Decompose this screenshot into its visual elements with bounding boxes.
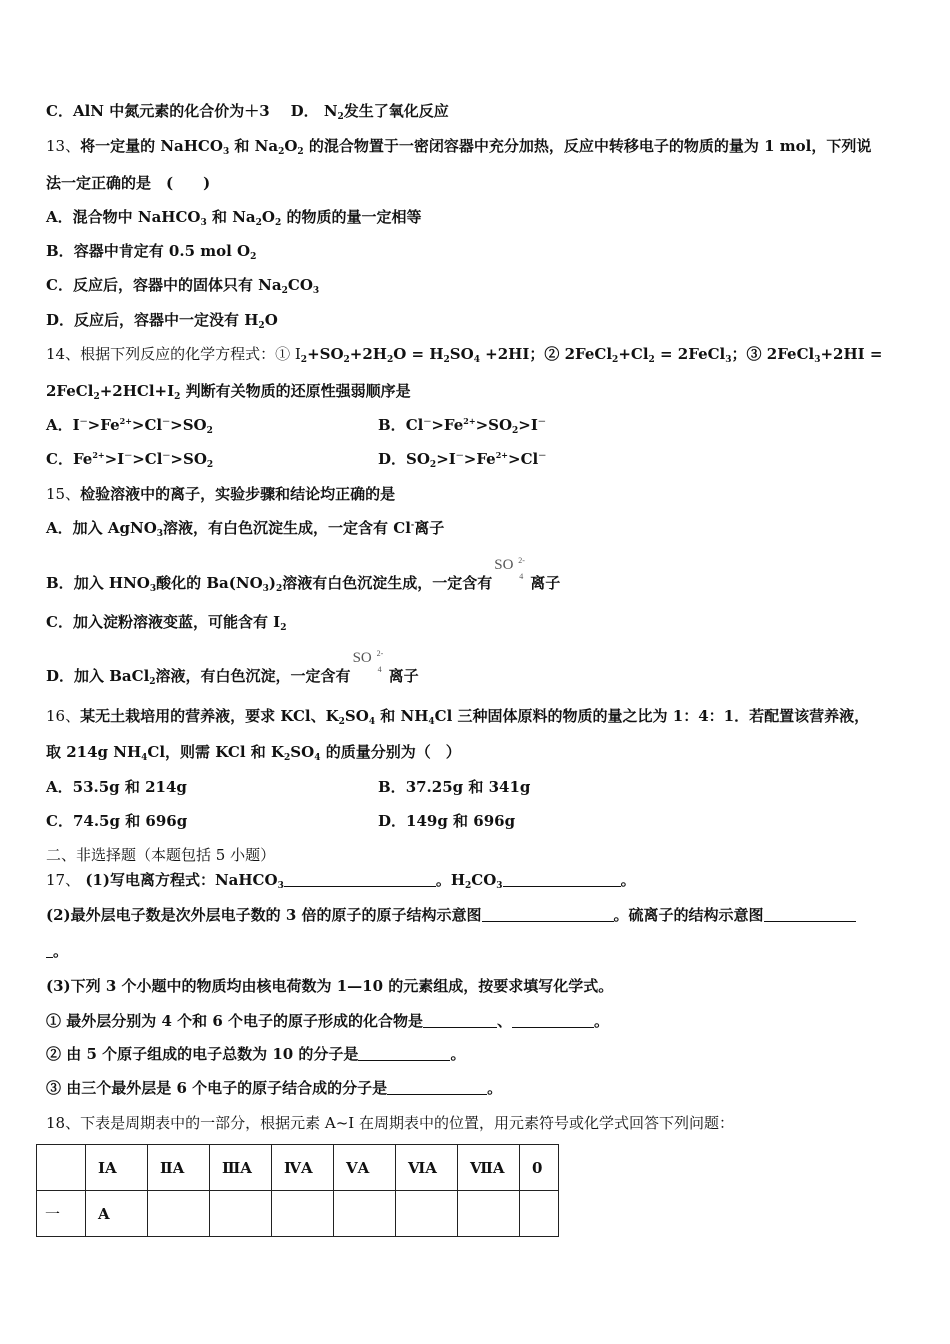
table-cell: A — [86, 1191, 148, 1237]
q13-option-d: D．反应后，容器中一定没有 $H_2O$ — [46, 311, 278, 331]
option-c-text: AlN 中氮元素的化合价为＋3 — [72, 102, 270, 120]
q13-stem-line1: 13、将一定量的 NaHCO$_3$ 和 $Na_2O_2$ 的混合物置于一密闭容器中充分加热，反应中转移电子的物质的量为 1 mol，下列说 — [46, 137, 872, 157]
sulfate-ion-formula: SO 2- 4 — [494, 556, 525, 581]
table-cell — [458, 1191, 520, 1237]
answer-blank[interactable] — [358, 1045, 450, 1061]
q15-option-b: B．加入 $HNO_3$酸化的 $Ba(NO_3)_2$溶液有白色沉淀生成，一定含有 SO 2- 4 离子 — [46, 556, 561, 594]
table-cell — [520, 1191, 559, 1237]
table-cell — [148, 1191, 210, 1237]
q15-stem: 15、检验溶液中的离子，实验步骤和结论均正确的是 — [46, 485, 396, 503]
q17-part1: 17、 (1)写电离方程式：NaHCO$_3$ 。$H_2CO_3$ 。 — [46, 871, 636, 891]
question-number: 15、 — [46, 485, 81, 503]
answer-blank[interactable] — [503, 871, 621, 887]
table-header-cell: ⅡA — [148, 1145, 210, 1191]
q14-option-c: C．$Fe^{2+}>I^->Cl^->SO_2$ — [46, 450, 214, 470]
q14-options-ab — [46, 415, 906, 435]
option-d-label: D． — [290, 102, 319, 120]
question-number: 14、 — [46, 345, 81, 363]
q13-option-a: A．混合物中 NaHCO$_3$ 和 $Na_2O_2$ 的物质的量一定相等 — [46, 208, 422, 228]
q14-stem-line2: $2FeCl_2+2HCl+I_2$ 判断有关物质的还原性强弱顺序是 — [46, 382, 411, 402]
q15-option-a: A．加入 AgNO$_3$溶液，有白色沉淀生成，一定含有 Cl-离子 — [46, 519, 445, 539]
answer-blank[interactable] — [423, 1012, 497, 1028]
table-cell — [272, 1191, 334, 1237]
table-cell — [210, 1191, 272, 1237]
answer-blank[interactable] — [764, 906, 856, 922]
table-cell — [396, 1191, 458, 1237]
section-title: 二、非选择题（本题包括 5 小题） — [46, 846, 276, 864]
answer-blank[interactable] — [512, 1012, 594, 1028]
table-header-cell: 0 — [520, 1145, 559, 1191]
question-number: 16、 — [46, 707, 81, 725]
q14-options-cd — [46, 449, 906, 469]
q14-option-b: B．$Cl^->Fe^{2+}>SO_2>I^-$ — [378, 416, 546, 436]
q17-sub2: ② 由 5 个原子组成的电子总数为 10 的分子是 。 — [46, 1045, 466, 1063]
q16-option-b: B．37.25g 和 341g — [378, 778, 531, 796]
q18-stem: 18、下表是周期表中的一部分，根据元素 A~I 在周期表中的位置，用元素符号或化学式回答下列问题： — [46, 1114, 734, 1132]
q14-stem-line1: 14、根据下列反应的化学方程式：① $I_2+SO_2+2H_2O = H_2SO_4 +2HI$；② $2FeCl_2+Cl_2$ = 2FeCl$_3$；③ 2FeCl$_3$+2HI = — [46, 345, 883, 365]
periodic-table-fragment — [36, 1144, 559, 1237]
q17-part2: (2)最外层电子数是次外层电子数的 3 倍的原子的原子结构示意图 。硫离子的结构示意图 — [46, 905, 856, 925]
answer-blank[interactable] — [482, 906, 614, 922]
answer-blank[interactable] — [46, 942, 53, 958]
table-header-cell: ⅦA — [458, 1145, 520, 1191]
q13-option-c: C．反应后，容器中的固体只有 $Na_2CO_3$ — [46, 276, 320, 296]
q16-option-d: D．149g 和 696g — [378, 812, 516, 830]
table-header-cell: ⅤA — [334, 1145, 396, 1191]
question-number: 13、 — [46, 137, 81, 155]
q16-option-a: A．53.5g 和 214g — [46, 778, 187, 796]
q16-option-c: C．74.5g 和 696g — [46, 812, 188, 830]
q13-option-b: B．容器中肯定有 0.5 mol $O_2$ — [46, 242, 257, 262]
q15-option-c: C．加入淀粉溶液变蓝，可能含有 $I_2$ — [46, 613, 287, 633]
table-cell — [37, 1145, 86, 1191]
option-c-label: C． — [46, 102, 73, 120]
q12-options-cd: C．AlN 中氮元素的化合价为＋3 D． $N_2$发生了氧化反应 — [46, 102, 449, 122]
table-header-row — [37, 1145, 559, 1191]
q17-part2-cont: 。 — [46, 941, 68, 961]
period-label-cell: 一 — [37, 1191, 86, 1237]
answer-blank[interactable] — [387, 1079, 487, 1095]
q13-stem-line2: 法一定正确的是 ( ) — [46, 174, 211, 192]
q16-options-cd — [46, 811, 906, 831]
q16-stem-line2: 取 214g $NH_4Cl$，则需 KCl 和 $K_2SO_4$ 的质量分别为（ ） — [46, 743, 461, 763]
q15-option-d: D．加入 BaCl$_2$溶液，有白色沉淀，一定含有 SO 2- 4 离子 — [46, 649, 419, 687]
q14-option-a: A．$I^->Fe^{2+}>Cl^->SO_2$ — [46, 416, 213, 436]
question-number: 17、 — [46, 871, 81, 889]
q17-part3: (3)下列 3 个小题中的物质均由核电荷数为 1—10 的元素组成，按要求填写化学式。 — [46, 977, 614, 995]
answer-blank[interactable] — [284, 871, 436, 887]
table-header-cell: ⅥA — [396, 1145, 458, 1191]
table-header-cell: ⅢA — [210, 1145, 272, 1191]
q17-sub3: ③ 由三个最外层是 6 个电子的原子结合成的分子是 。 — [46, 1079, 503, 1097]
q14-option-d: D．$SO_2>I^->Fe^{2+}>Cl^-$ — [378, 450, 547, 470]
question-number: 18、 — [46, 1114, 81, 1132]
q16-options-ab — [46, 777, 906, 797]
table-header-cell: ⅠA — [86, 1145, 148, 1191]
table-row — [37, 1191, 559, 1237]
q16-stem-line1: 16、某无土栽培用的营养液，要求 KCl、$K_2SO_4$ 和 $NH_4Cl$ 三种固体原料的物质的量之比为 1：4：1．若配置该营养液， — [46, 707, 870, 727]
table-header-cell: ⅣA — [272, 1145, 334, 1191]
sulfate-ion-formula: SO 2- 4 — [352, 649, 384, 674]
q17-sub1: ① 最外层分别为 4 个和 6 个电子的原子形成的化合物是 、 。 — [46, 1012, 610, 1030]
table-cell — [334, 1191, 396, 1237]
